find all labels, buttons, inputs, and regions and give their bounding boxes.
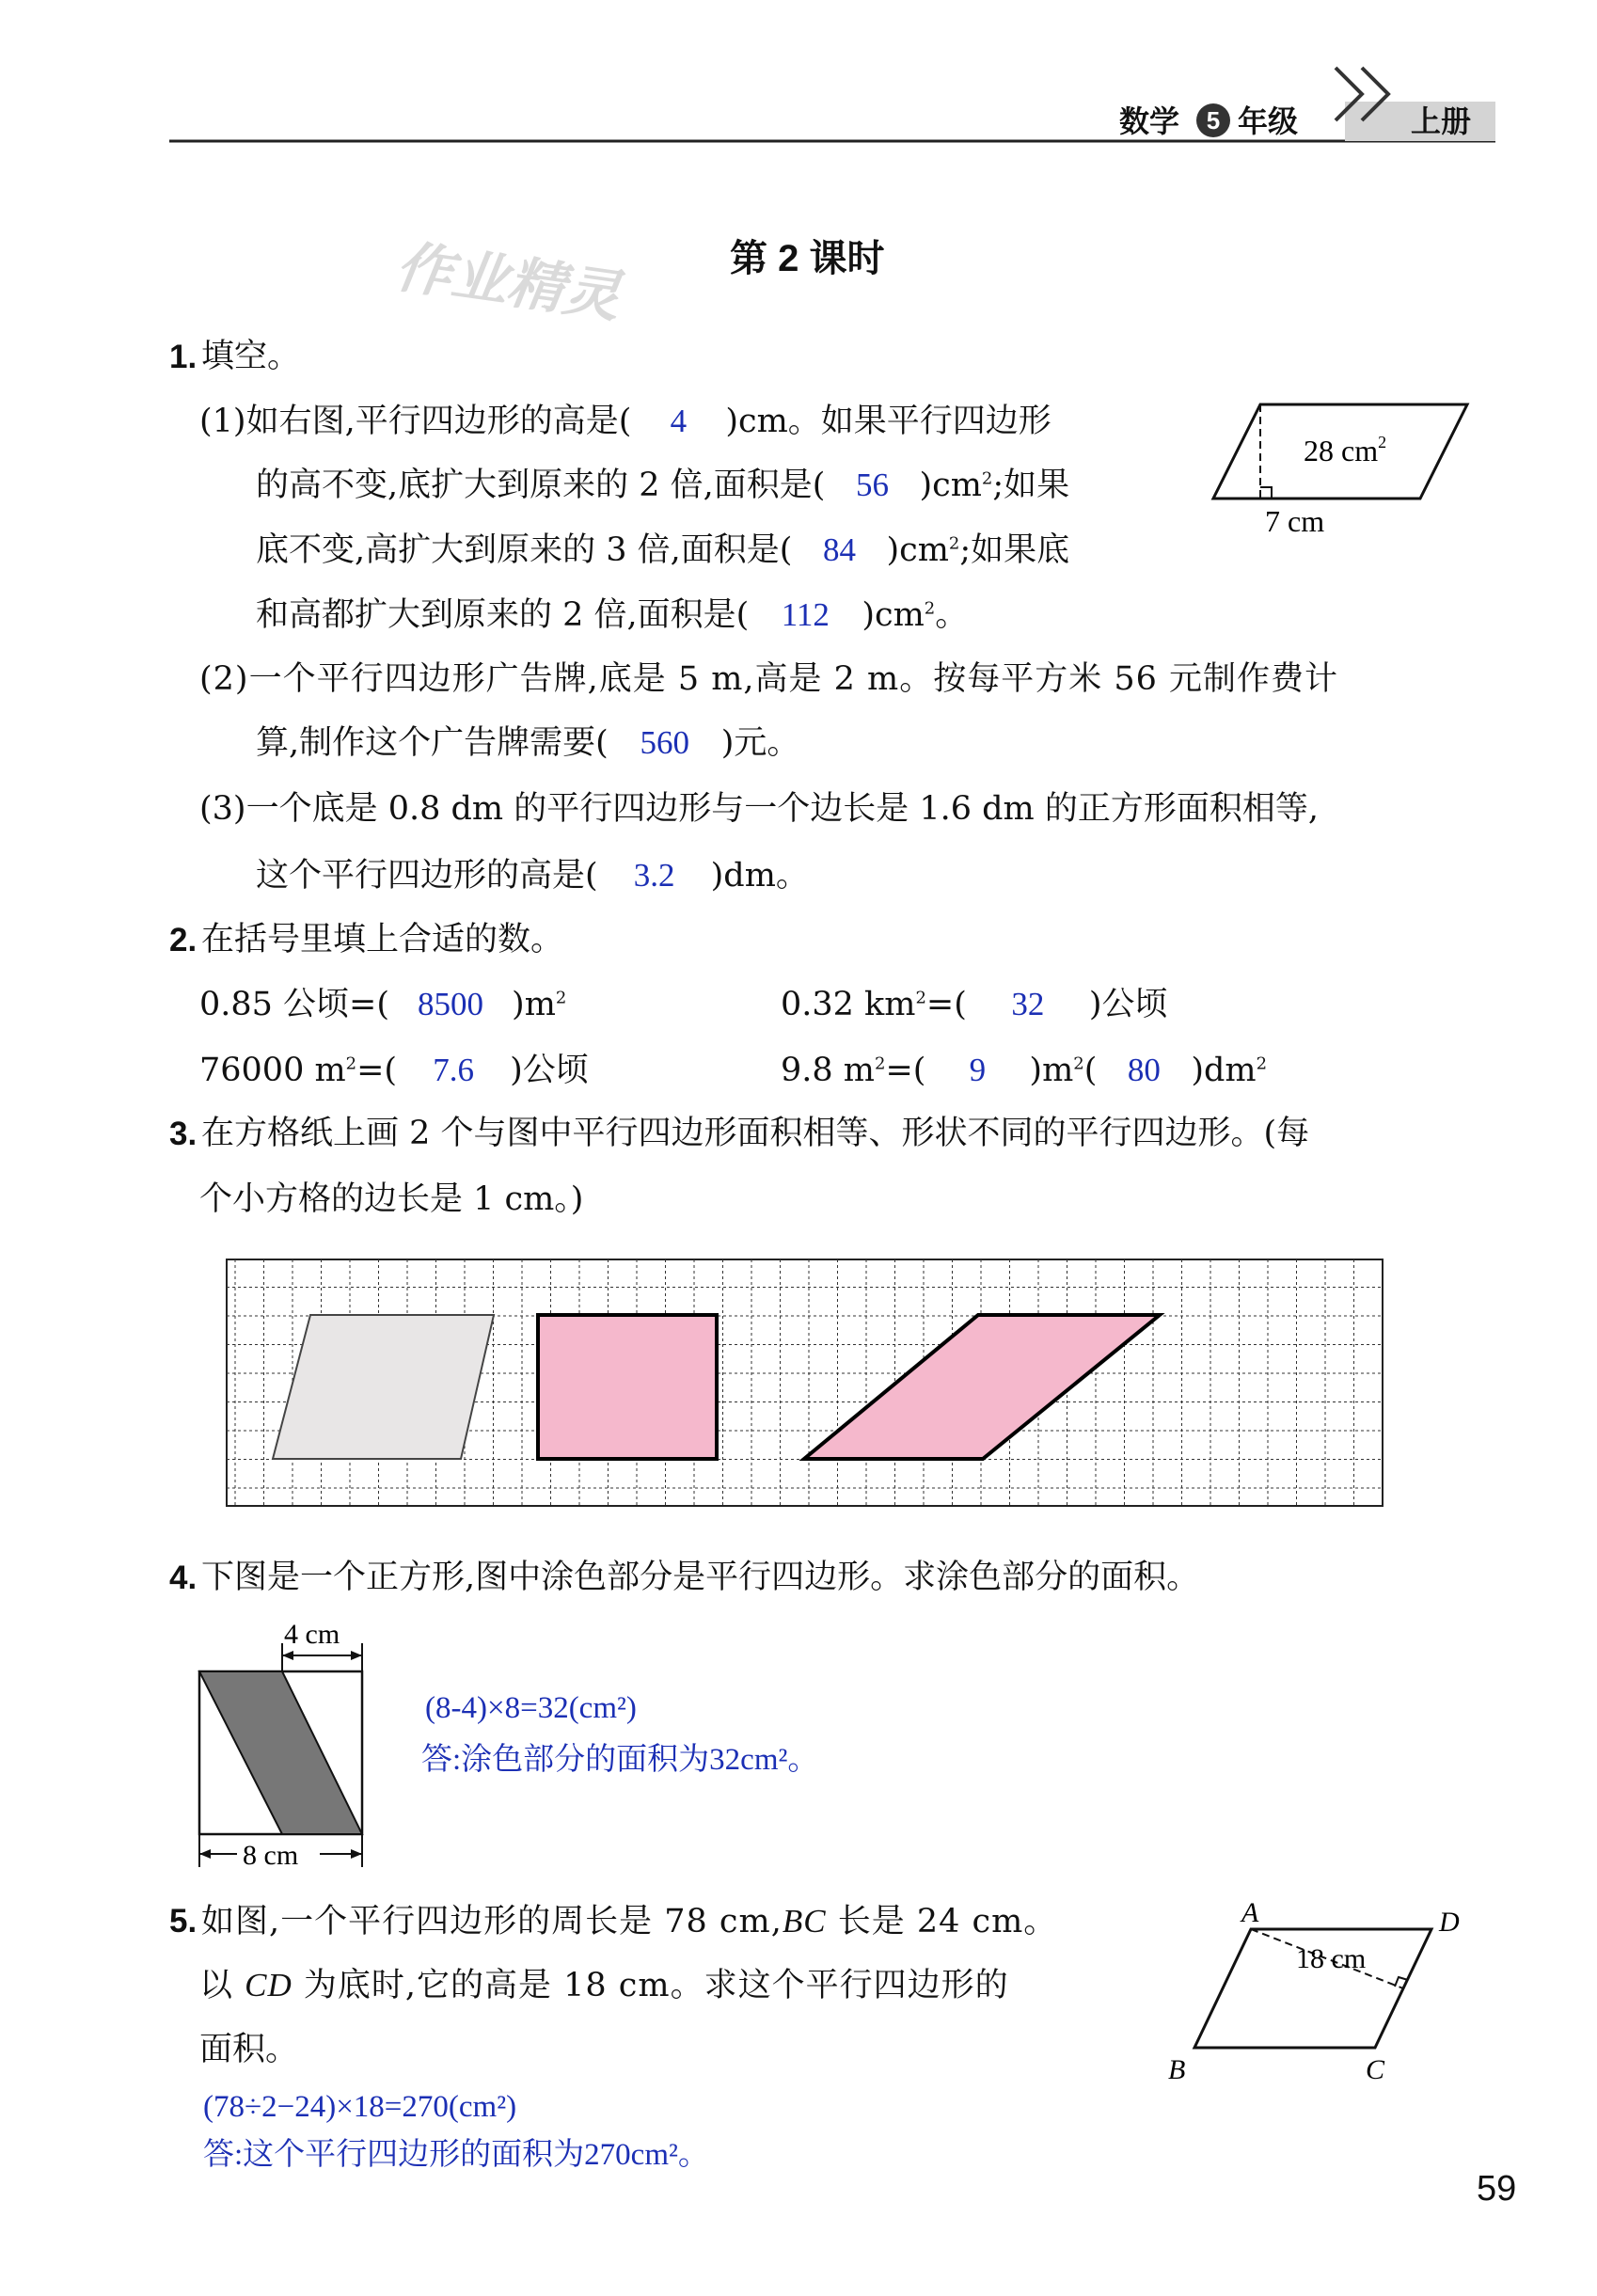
q1-p2-line2: 算,制作这个广告牌需要( 560 )元。 — [256, 724, 800, 762]
q5-label-c: C — [1366, 2054, 1385, 2085]
q1-p1-line2: 的高不变,底扩大到原来的 2 倍,面积是( 56 )$cm^2$;如果 — [256, 467, 1070, 504]
q4-number: 4. — [169, 1560, 198, 1596]
header-decoration — [0, 0, 1597, 150]
q1-p3-line1: (3)一个底是 0.8 dm 的平行四边形与一个边长是 1.6 dm 的正方形面积相等, — [199, 790, 1319, 828]
q4-answer-sentence: 答:涂色部分的面积为32cm²。 — [421, 1743, 819, 1777]
q2-row1-left: 0.85 公顷=( 8500 )$m^2$ — [199, 986, 567, 1023]
q1-fig-base-label: 7 cm — [1265, 504, 1325, 538]
q1-answer-area-double-base: 56 — [855, 467, 889, 503]
q1-p1-line4: 和高都扩大到原来的 2 倍,面积是( 112 )$cm^2$。 — [256, 596, 969, 634]
q1-title: 填空。 — [201, 338, 301, 375]
grade-badge: 5 — [1196, 103, 1230, 137]
q5-label-a: A — [1241, 1897, 1259, 1928]
q1-answer-height: 4 — [670, 403, 688, 439]
q4-answer-formula: (8-4)×8=32(cm²) — [425, 1691, 637, 1725]
page-number: 59 — [1477, 2169, 1517, 2209]
q1-p1-line3: 底不变,高扩大到原来的 3 倍,面积是( 84 )$cm^2$;如果底 — [256, 531, 1070, 569]
q1-parallelogram-figure — [1204, 386, 1486, 555]
q4-square-figure — [188, 1613, 376, 1881]
q2-answer-9: 9 — [969, 1052, 987, 1088]
q5-parallelogram-figure — [1157, 1886, 1486, 2088]
q2-answer-8500: 8500 — [418, 986, 484, 1022]
header-subject: 数学 — [1119, 104, 1180, 138]
q1-p3-line2: 这个平行四边形的高是( 3.2 )dm。 — [256, 857, 809, 895]
page-title: 第 2 课时 — [730, 238, 885, 279]
q2-row1-right: 0.32 $km^2=$( 32 )公顷 — [781, 986, 1168, 1023]
q5-label-b: B — [1168, 2054, 1186, 2085]
given-parallelogram — [273, 1315, 494, 1459]
q2-number: 2. — [169, 922, 198, 958]
q2-answer-80: 80 — [1127, 1052, 1161, 1088]
q2-row2-left: 76000 $m^2=$( 7.6 )公顷 — [199, 1052, 589, 1089]
q5-line2: 以 CD 为底时,它的高是 18 cm。求这个平行四边形的 — [199, 1967, 1009, 2004]
q5-label-d: D — [1439, 1907, 1460, 1938]
q5-line1: 如图,一个平行四边形的周长是 78 cm,BC 长是 24 cm。 — [201, 1903, 1058, 1940]
q4-bottom-label: 8 cm — [243, 1840, 299, 1871]
q1-p2-line1: (2)一个平行四边形广告牌,底是 5 m,高是 2 m。按每平方米 56 元制作费计 — [199, 660, 1339, 698]
q1-fig-area-label: 28 $cm^2$ — [1304, 433, 1387, 467]
q1-answer-area-double-both: 112 — [781, 596, 830, 633]
q1-answer-parallelogram-height: 3.2 — [633, 857, 675, 894]
q3-grid-paper — [226, 1259, 1384, 1509]
q5-height-label: 18 cm — [1296, 1943, 1367, 1974]
q1-p1-line1: (1)如右图,平行四边形的高是( 4 )cm。如果平行四边形 — [199, 403, 1051, 440]
q5-answer-formula: (78÷2−24)×18=270(cm²) — [203, 2090, 517, 2124]
q4-top-label: 4 cm — [284, 1619, 340, 1650]
q3-line2: 个小方格的边长是 1 cm。) — [199, 1180, 584, 1218]
drawn-square-answer — [538, 1315, 717, 1459]
q2-row2-right: 9.8 $m^2=$( 9 )$m^2$( 80 )$dm^2$ — [781, 1052, 1268, 1089]
q1-number: 1. — [169, 339, 198, 375]
watermark: 作业精灵 — [391, 234, 625, 329]
q5-number: 5. — [169, 1903, 198, 1940]
header — [0, 0, 1597, 150]
q5-answer-sentence: 答:这个平行四边形的面积为270cm²。 — [203, 2138, 709, 2172]
q5-line3: 面积。 — [199, 2031, 299, 2068]
q1-answer-area-triple-height: 84 — [822, 531, 856, 568]
q3-number: 3. — [169, 1116, 198, 1152]
header-volume: 上册 — [1411, 104, 1472, 138]
header-grade: 年级 — [1238, 104, 1299, 138]
q2-answer-32: 32 — [1011, 986, 1045, 1022]
q3-line1: 在方格纸上画 2 个与图中平行四边形面积相等、形状不同的平行四边形。(每 — [201, 1115, 1310, 1152]
q1-answer-cost: 560 — [640, 724, 690, 761]
q2-answer-7-6: 7.6 — [433, 1052, 474, 1088]
q2-title: 在括号里填上合适的数。 — [201, 921, 564, 958]
q4-title: 下图是一个正方形,图中涂色部分是平行四边形。求涂色部分的面积。 — [201, 1559, 1200, 1596]
